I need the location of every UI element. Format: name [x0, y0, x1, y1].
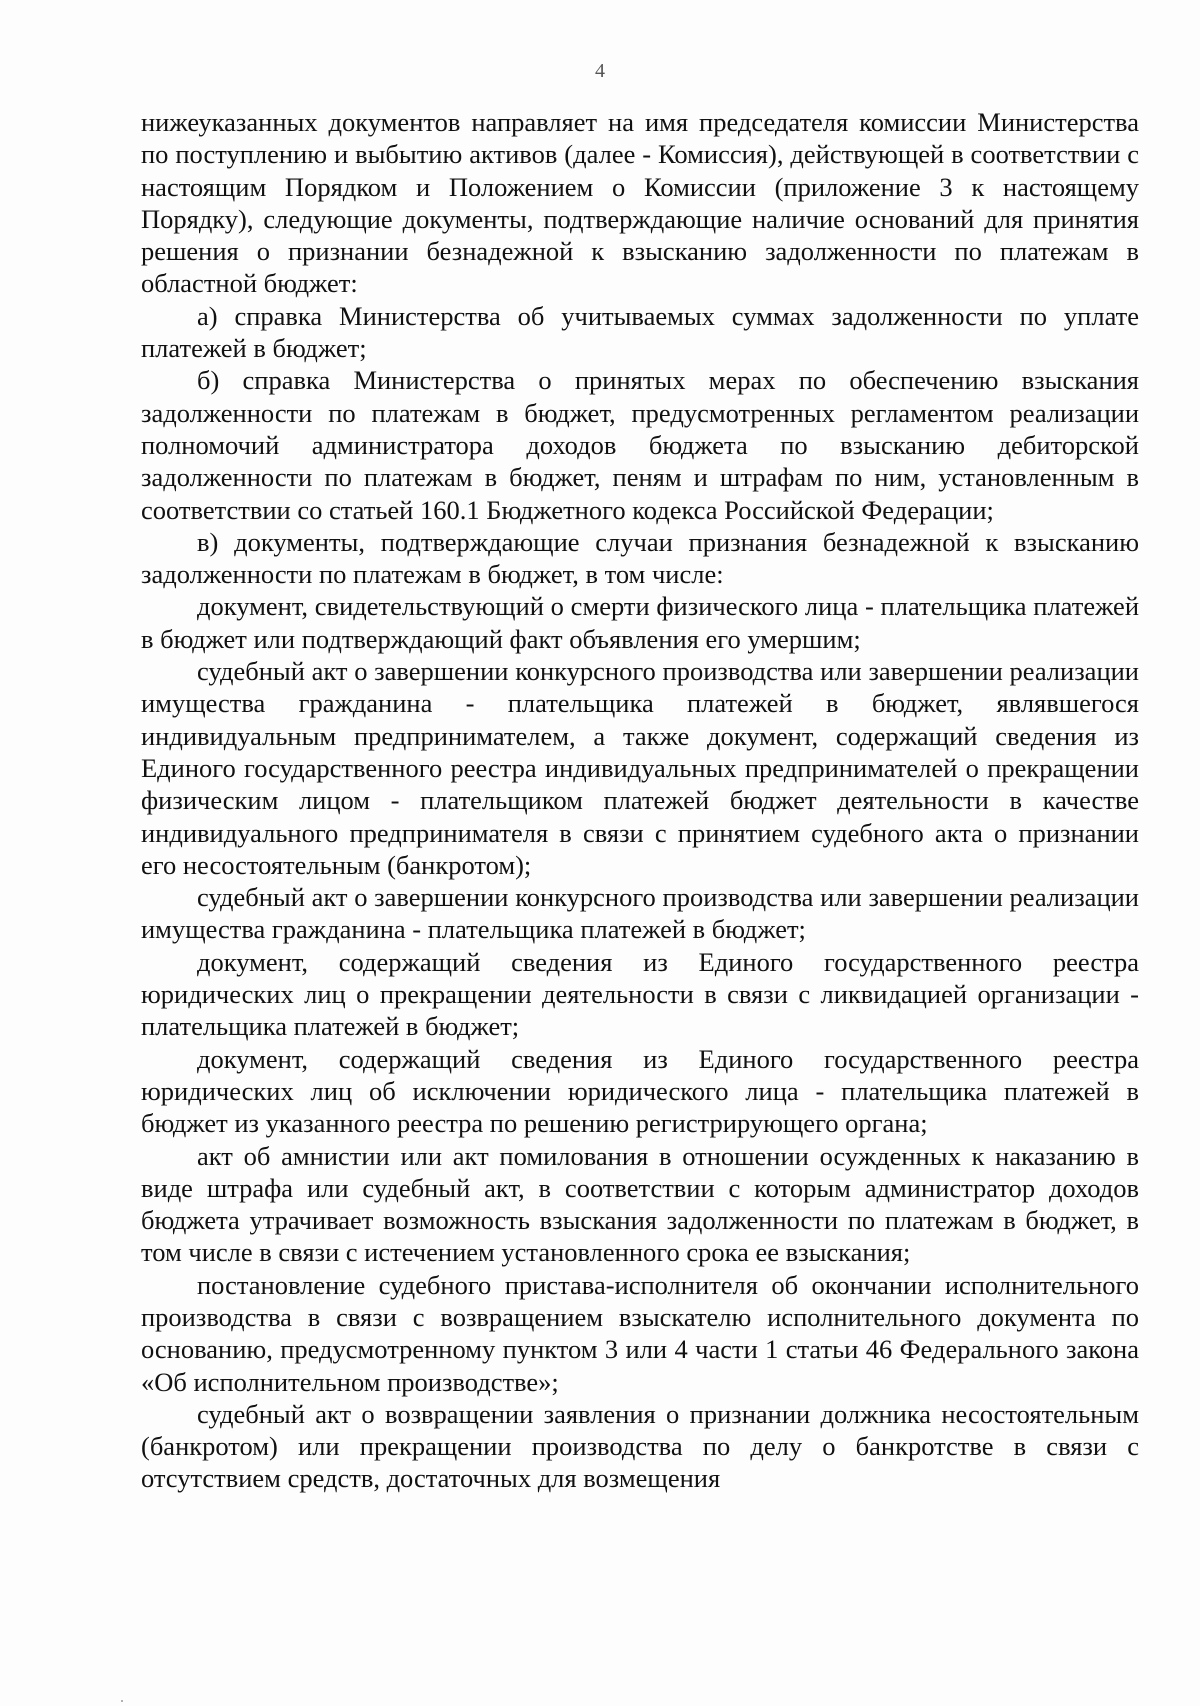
paragraph-item-b: б) справка Министерства о принятых мерах по обеспечению взыскания задолженности по платежам в бюджет, предусмотренных регламентом реализации полномочий администратора доходов бюджета по взысканию дебиторской задолженности по платежам в бюджет, пеням и штрафам по ним, установленным в соответствии со статьей 160.1 Бюджетного кодекса Российской Федерации; — [141, 365, 1139, 525]
scan-speck — [121, 1700, 123, 1702]
paragraph-liquidation: документ, содержащий сведения из Единого государственного реестра юридических лиц о прекращении деятельности в связи с ликвидацией организации - плательщика платежей в бюджет; — [141, 946, 1139, 1042]
paragraph-bankruptcy-citizen: судебный акт о завершении конкурсного производства или завершении реализации имущества гражданина - плательщика платежей в бюджет; — [141, 882, 1139, 945]
paragraph-item-v: в) документы, подтверждающие случаи признания безнадежной к взысканию задолженности по платежам в бюджет, в том числе: — [141, 526, 1139, 590]
paragraph-death-document: документ, свидетельствующий о смерти физического лица - плательщика платежей в бюджет или подтверждающий факт объявления его умершим; — [141, 591, 1139, 654]
paragraph-exclusion: документ, содержащий сведения из Единого государственного реестра юридических лиц об исключении юридического лица - плательщика платежей в бюджет из указанного реестра по решению регистрирующего органа; — [141, 1043, 1139, 1139]
page-number: 4 — [595, 60, 605, 82]
paragraph-court-act-return: судебный акт о возвращении заявления о признании должника несостоятельным (банкротом) или прекращении производства по делу о банкротстве в связи с отсутствием средств, достаточных для возмещения — [141, 1398, 1139, 1494]
paragraph-bankruptcy-entrepreneur: судебный акт о завершении конкурсного производства или завершении реализации имущества гражданина - плательщика платежей в бюджет, являвшегося индивидуальным предпринимателем, а также документ, содержащий сведения из Единого государственного реестра индивидуальных предпринимателей о прекращении физическим лицом - плательщиком платежей бюджет деятельности в качестве индивидуального предпринимателя в связи с принятием судебного акта о признании его несостоятельным (банкротом); — [141, 656, 1139, 880]
paragraph-continuation: нижеуказанных документов направляет на имя председателя комиссии Министерства по поступлению и выбытию активов (далее - Комиссия), действующей в соответствии с настоящим Порядком и Положением о Комиссии (приложение 3 к настоящему Порядку), следующие документы, подтверждающие наличие оснований для принятия решения о признании безнадежной к взысканию задолженности по платежам в областной бюджет: — [141, 107, 1139, 299]
paragraph-amnesty: акт об амнистии или акт помилования в отношении осужденных к наказанию в виде штрафа или судебный акт, в соответствии с которым администратор доходов бюджета утрачивает возможность взыскания задолженности по платежам в бюджет, в том числе в связи с истечением установленного срока ее взыскания; — [141, 1140, 1139, 1268]
document-body — [141, 106, 1139, 1495]
paragraph-bailiff-resolution: постановление судебного пристава-исполнителя об окончании исполнительного производства в связи с возвращением взыскателю исполнительного документа по основанию, предусмотренному пунктом 3 или 4 части 1 статьи 46 Федерального закона «Об исполнительном производстве»; — [141, 1269, 1139, 1397]
paragraph-item-a: а) справка Министерства об учитываемых суммах задолженности по уплате платежей в бюджет; — [141, 300, 1139, 364]
